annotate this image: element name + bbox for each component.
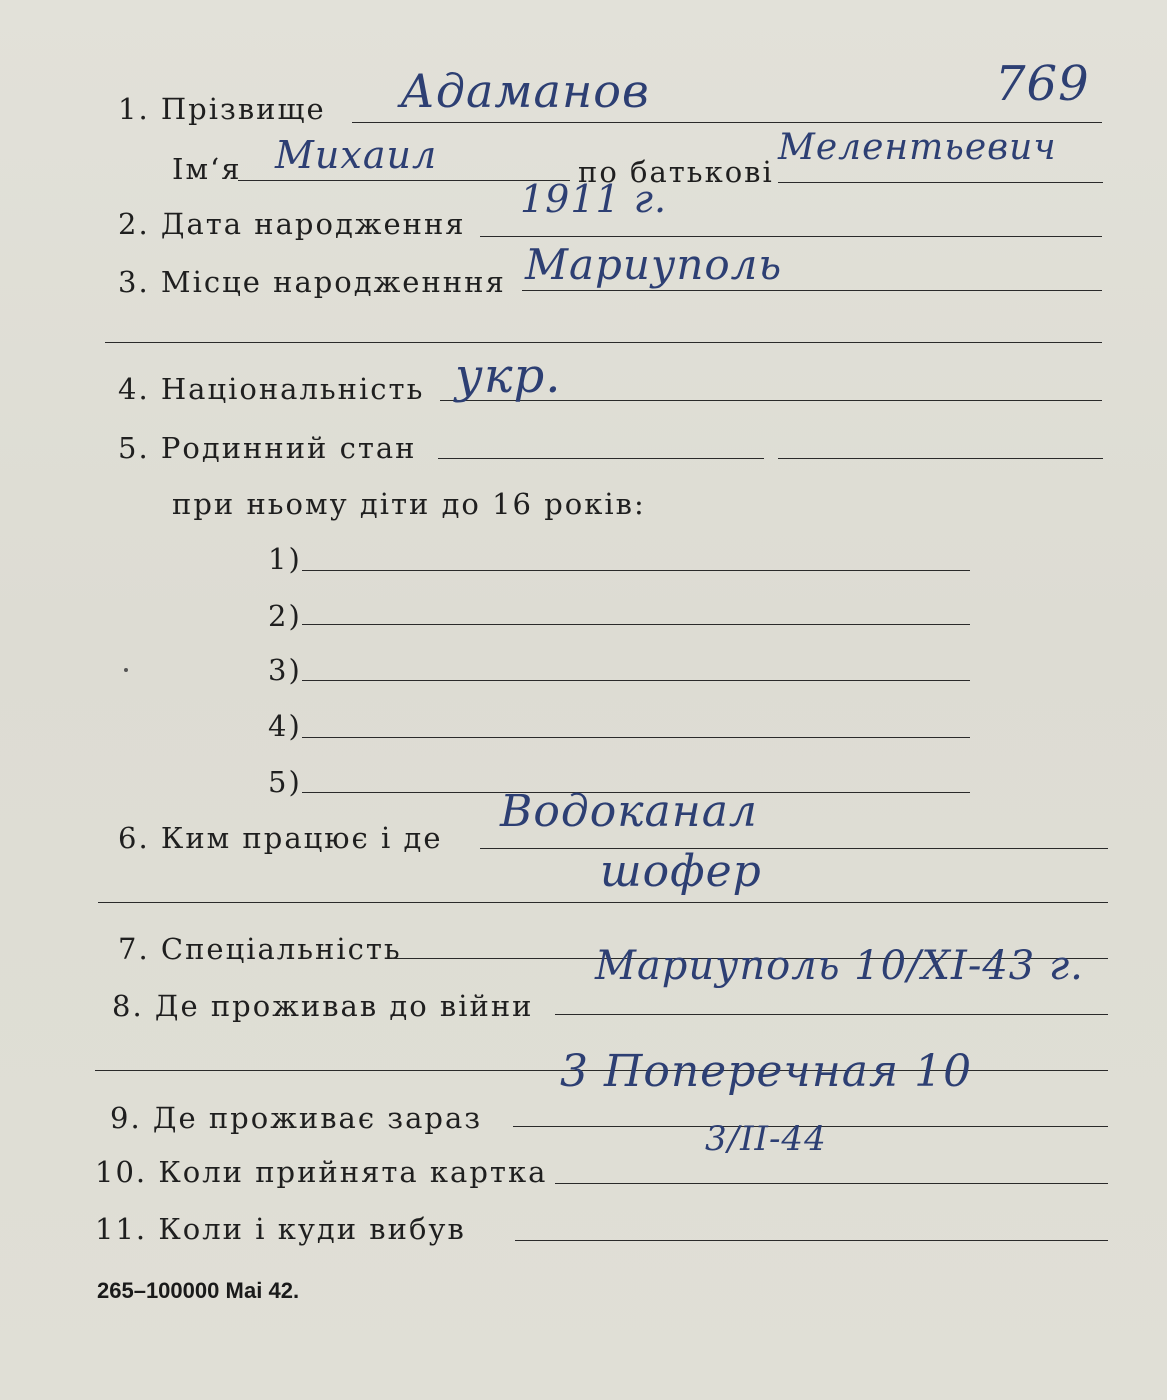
patronymic-line xyxy=(778,182,1103,183)
work-line xyxy=(480,848,1108,849)
marital-status-line xyxy=(438,458,764,459)
label-children-header: при ньому діти до 16 років: xyxy=(172,487,646,521)
current-residence-value: 3 Поперечная 10 xyxy=(560,1046,973,1097)
child-3-line xyxy=(302,680,970,681)
child-1-line xyxy=(302,570,970,571)
label-nationality: 4. Національність xyxy=(118,372,425,406)
child-4-line xyxy=(302,737,970,738)
departed-line xyxy=(515,1240,1108,1241)
label-card-accepted: 10. Коли прийнята картка xyxy=(95,1155,548,1189)
prewar-residence-line xyxy=(555,1014,1108,1015)
label-prewar-residence: 8. Де проживав до війни xyxy=(112,989,534,1023)
stray-dot xyxy=(124,668,128,672)
label-current-residence: 9. Де проживає зараз xyxy=(110,1101,483,1135)
card-accepted-value: 3/II-44 xyxy=(705,1119,827,1159)
label-child-5: 5) xyxy=(268,765,302,799)
birth-place-value: Мариуполь xyxy=(525,240,783,289)
nationality-value: укр. xyxy=(455,348,562,404)
label-specialty: 7. Спеціальність xyxy=(118,932,402,966)
surname-line xyxy=(352,122,1102,123)
print-mark: 265–100000 Маі 42. xyxy=(97,1278,300,1303)
marital-status-line-2 xyxy=(778,458,1103,459)
label-birth-place: 3. Місце народженння xyxy=(118,265,506,299)
patronymic-value: Мелентьевич xyxy=(778,127,1057,168)
label-departed: 11. Коли і куди вибув xyxy=(95,1212,466,1246)
label-surname: 1. Прізвище xyxy=(118,92,326,126)
birth-place-line-2 xyxy=(105,342,1102,343)
child-2-line xyxy=(302,624,970,625)
first-name-value: Михаил xyxy=(275,133,438,177)
label-patronymic: по батькові xyxy=(578,155,774,189)
card-number: 769 xyxy=(995,56,1090,112)
birth-date-value: 1911 г. xyxy=(520,177,668,221)
label-child-3: 3) xyxy=(268,653,302,687)
label-child-2: 2) xyxy=(268,599,302,633)
work-place-value: Водоканал xyxy=(500,786,758,837)
birth-place-line xyxy=(522,290,1102,291)
prewar-residence-value: Мариуполь 10/XI-43 г. xyxy=(595,943,1084,989)
label-first-name: Ім‘я xyxy=(172,152,242,186)
label-child-1: 1) xyxy=(268,542,302,576)
surname-value: Адаманов xyxy=(400,64,650,118)
label-work: 6. Ким працює і де xyxy=(118,821,443,855)
label-birth-date: 2. Дата народження xyxy=(118,207,466,241)
work-position-value: шофер xyxy=(600,846,762,897)
label-child-4: 4) xyxy=(268,709,302,743)
label-marital-status: 5. Родинний стан xyxy=(118,431,417,465)
work-line-2 xyxy=(98,902,1108,903)
card-accepted-line xyxy=(555,1183,1108,1184)
birth-date-line xyxy=(480,236,1102,237)
